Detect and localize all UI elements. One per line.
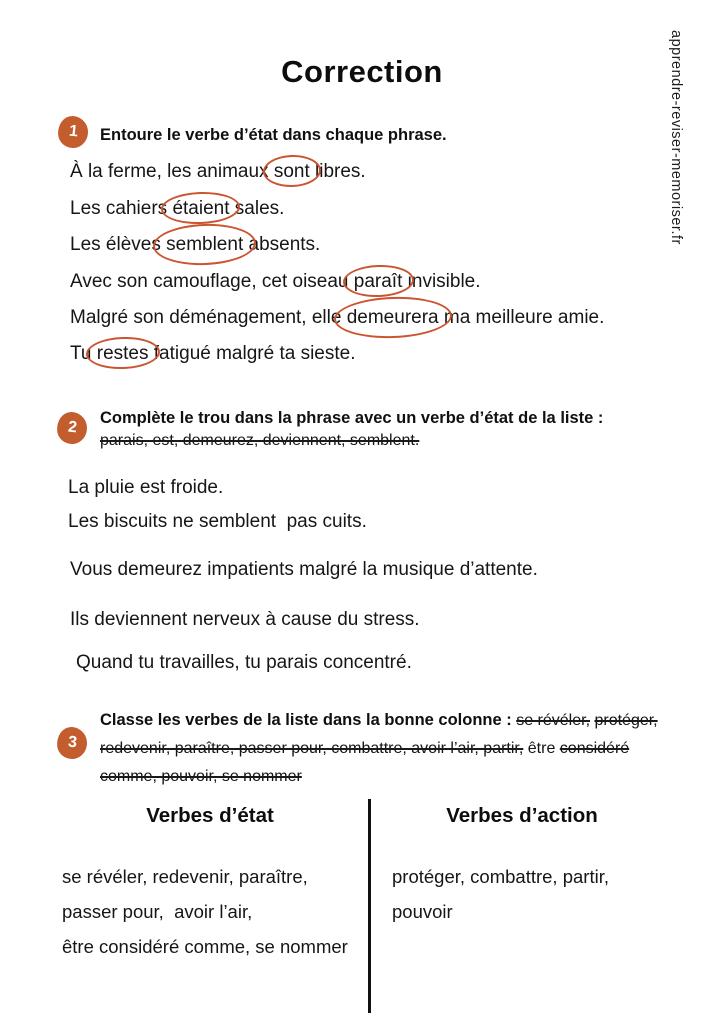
- sentence-text: Tu: [70, 343, 97, 364]
- sentence-text: absents.: [243, 234, 321, 255]
- sentence-text: Malgré son déménagement, elle: [70, 307, 347, 328]
- exercise-3-instruction: Classe les verbes de la liste dans la bonne colonne :: [100, 711, 512, 729]
- sentence: Quand tu travailles, tu parais concentré.: [76, 652, 412, 673]
- exercise-2-instruction: Complète le trou dans la phrase avec un verbe d’état de la liste :: [100, 409, 604, 427]
- exercise-3-number: 3: [66, 733, 78, 752]
- state-verbs-line: être considéré comme, se nommer: [62, 936, 348, 957]
- sentence-text: libres.: [309, 161, 366, 182]
- state-verbs-line: passer pour, avoir l’air,: [62, 901, 253, 922]
- sentence: [70, 161, 366, 183]
- circled-verb: semblent: [166, 234, 244, 255]
- exercise-2-header: [100, 407, 603, 450]
- action-verbs-line: pouvoir: [392, 901, 453, 922]
- exercise-1-number: 1: [67, 122, 79, 141]
- exercise-3-badge: [56, 726, 88, 760]
- table-column-divider: [368, 799, 371, 1013]
- circled-verb: demeurera: [346, 307, 439, 328]
- exercise-2-word-list: parais, est, demeurez, deviennent, semblent.: [100, 432, 420, 449]
- state-verbs-line: se révéler, redevenir, paraître,: [62, 866, 308, 887]
- sentence-text: ma meilleure amie.: [438, 307, 605, 328]
- exercise-2-number: 2: [66, 418, 78, 437]
- sentence: Vous demeurez impatients malgré la musique d’attente.: [70, 559, 538, 580]
- sentence-text: Les cahiers: [70, 198, 173, 219]
- circled-verb: sont: [273, 161, 310, 182]
- circled-verb: paraît: [353, 271, 403, 292]
- sentence: [70, 234, 320, 256]
- sentence-text: Avec son camouflage, cet oiseau: [70, 271, 354, 292]
- sentence-text: fatigué malgré ta sieste.: [148, 343, 356, 364]
- watermark-text: apprendre-reviser-memoriser.fr: [668, 30, 684, 245]
- sentence-text: sales.: [229, 198, 285, 219]
- action-verbs-line: protéger, combattre, partir,: [392, 866, 609, 887]
- exercise-3-word-list-part: être: [527, 740, 556, 757]
- sentence: La pluie est froide.: [68, 477, 224, 498]
- sentence: [70, 307, 604, 329]
- circled-verb: étaient: [172, 198, 230, 219]
- exercise-2-badge: [56, 411, 88, 445]
- exercise-3-word-list-part: protéger, redevenir, paraître, passer pour, combattre, avoir l’air, partir,: [100, 712, 658, 757]
- column-header-action-verbs: Verbes d’action: [446, 804, 598, 827]
- exercise-3-word-list-part: considéré comme, pouvoir, se nommer: [100, 740, 630, 785]
- sentence: [70, 198, 284, 220]
- page-title: Correction: [281, 54, 443, 89]
- exercise-3-header: [100, 706, 666, 791]
- sentence: Ils deviennent nerveux à cause du stress.: [70, 609, 420, 630]
- exercise-1-instruction: Entoure le verbe d’état dans chaque phrase.: [100, 126, 447, 144]
- sentence: [70, 343, 356, 365]
- exercise-3-word-list-part: se révéler,: [516, 712, 591, 729]
- exercise-1-badge: [57, 115, 89, 149]
- sentence: Les biscuits ne semblent pas cuits.: [68, 511, 367, 532]
- circled-verb: restes: [96, 343, 149, 364]
- sentence-text: invisible.: [402, 271, 481, 292]
- column-header-state-verbs: Verbes d’état: [146, 804, 274, 827]
- sentence: [70, 271, 481, 293]
- sentence-text: À la ferme, les animaux: [70, 161, 274, 182]
- sentence-text: Les élèves: [70, 234, 167, 255]
